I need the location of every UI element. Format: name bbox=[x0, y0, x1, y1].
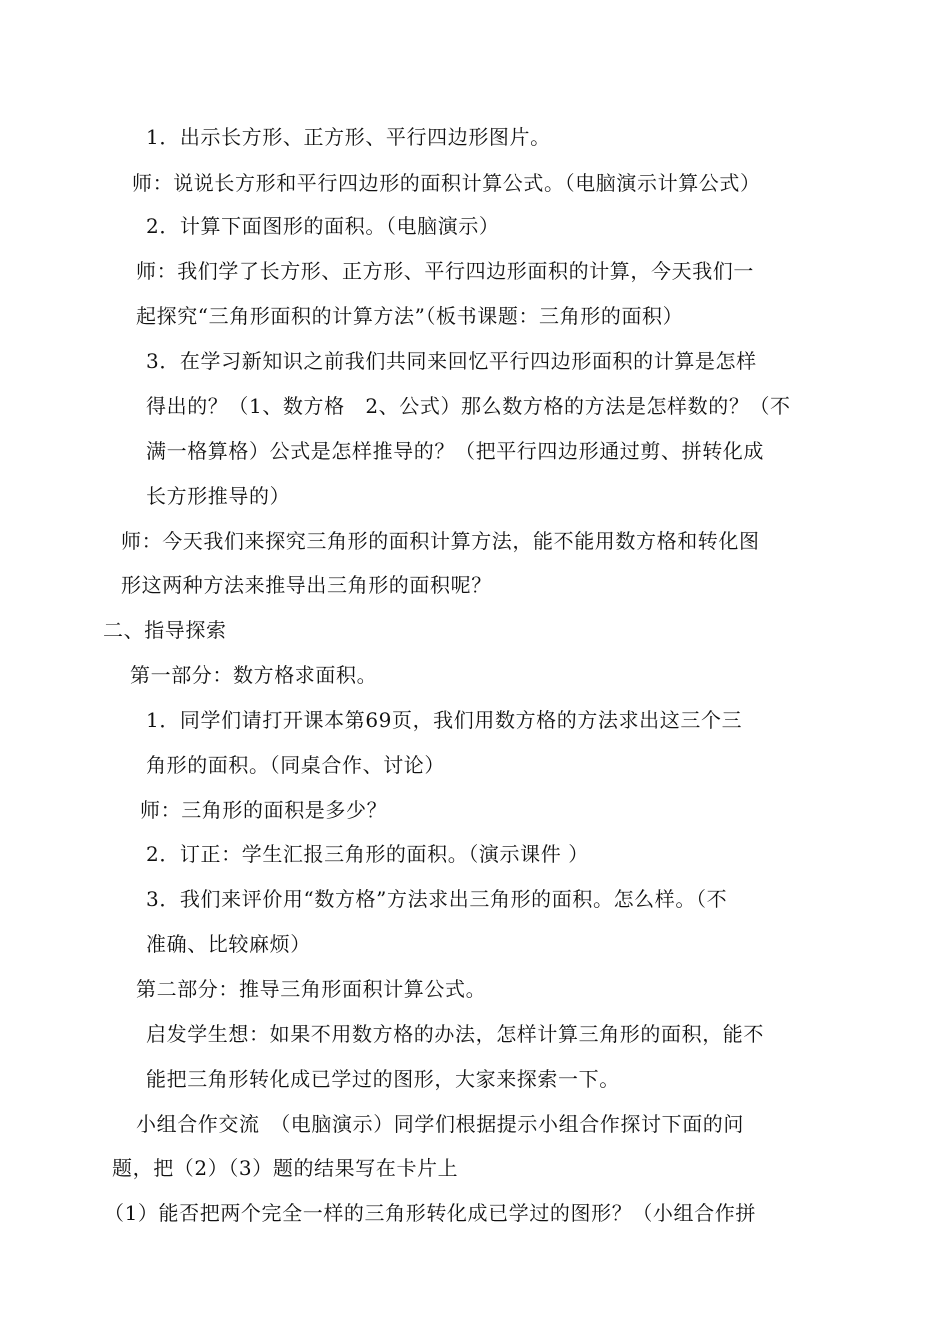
text-line: 1．同学们请打开课本第69页，我们用数方格的方法求出这三个三 bbox=[146, 708, 743, 732]
text-line: 角形的面积。（同桌合作、讨论） bbox=[146, 753, 445, 777]
text-line: 起探究“三角形面积的计算方法”（板书课题：三角形的面积） bbox=[136, 304, 684, 328]
text-line: 3．在学习新知识之前我们共同来回忆平行四边形面积的计算是怎样 bbox=[146, 349, 757, 373]
text-line: 准确、比较麻烦） bbox=[146, 932, 311, 956]
text-line: （1）能否把两个完全一样的三角形转化成已学过的图形？（小组合作拼 bbox=[104, 1201, 756, 1225]
text-line: 2．订正：学生汇报三角形的面积。（演示课件 ） bbox=[146, 842, 589, 866]
text-line: 2．计算下面图形的面积。（电脑演示） bbox=[146, 214, 500, 238]
text-line: 得出的？（1、数方格 2、公式）那么数方格的方法是怎样数的？（不 bbox=[146, 394, 791, 418]
text-line: 长方形推导的） bbox=[146, 484, 291, 508]
text-line: 1．出示长方形、正方形、平行四边形图片。 bbox=[146, 125, 551, 149]
text-line: 师：我们学了长方形、正方形、平行四边形面积的计算，今天我们一 bbox=[136, 259, 754, 283]
text-line: 形这两种方法来推导出三角形的面积呢？ bbox=[121, 573, 492, 597]
text-line: 师：说说长方形和平行四边形的面积计算公式。（电脑演示计算公式） bbox=[132, 171, 761, 195]
text-line: 题，把（2）（3）题的结果写在卡片上 bbox=[112, 1156, 459, 1180]
text-line: 第一部分：数方格求面积。 bbox=[130, 663, 378, 687]
text-line: 小组合作交流 （电脑演示）同学们根据提示小组合作探讨下面的问 bbox=[136, 1112, 744, 1136]
text-line: 师：今天我们来探究三角形的面积计算方法，能不能用数方格和转化图 bbox=[121, 529, 760, 553]
text-line: 满一格算格）公式是怎样推导的？（把平行四边形通过剪、拼转化成 bbox=[146, 439, 764, 463]
text-line: 能把三角形转化成已学过的图形，大家来探索一下。 bbox=[146, 1067, 620, 1091]
text-line: 师：三角形的面积是多少？ bbox=[140, 798, 388, 822]
text-line: 启发学生想：如果不用数方格的办法，怎样计算三角形的面积，能不 bbox=[146, 1022, 764, 1046]
text-line: 第二部分：推导三角形面积计算公式。 bbox=[136, 977, 487, 1001]
text-line: 3．我们来评价用“数方格”方法求出三角形的面积。怎么样。（不 bbox=[146, 887, 728, 911]
section-heading: 二、指导探索 bbox=[103, 618, 227, 642]
